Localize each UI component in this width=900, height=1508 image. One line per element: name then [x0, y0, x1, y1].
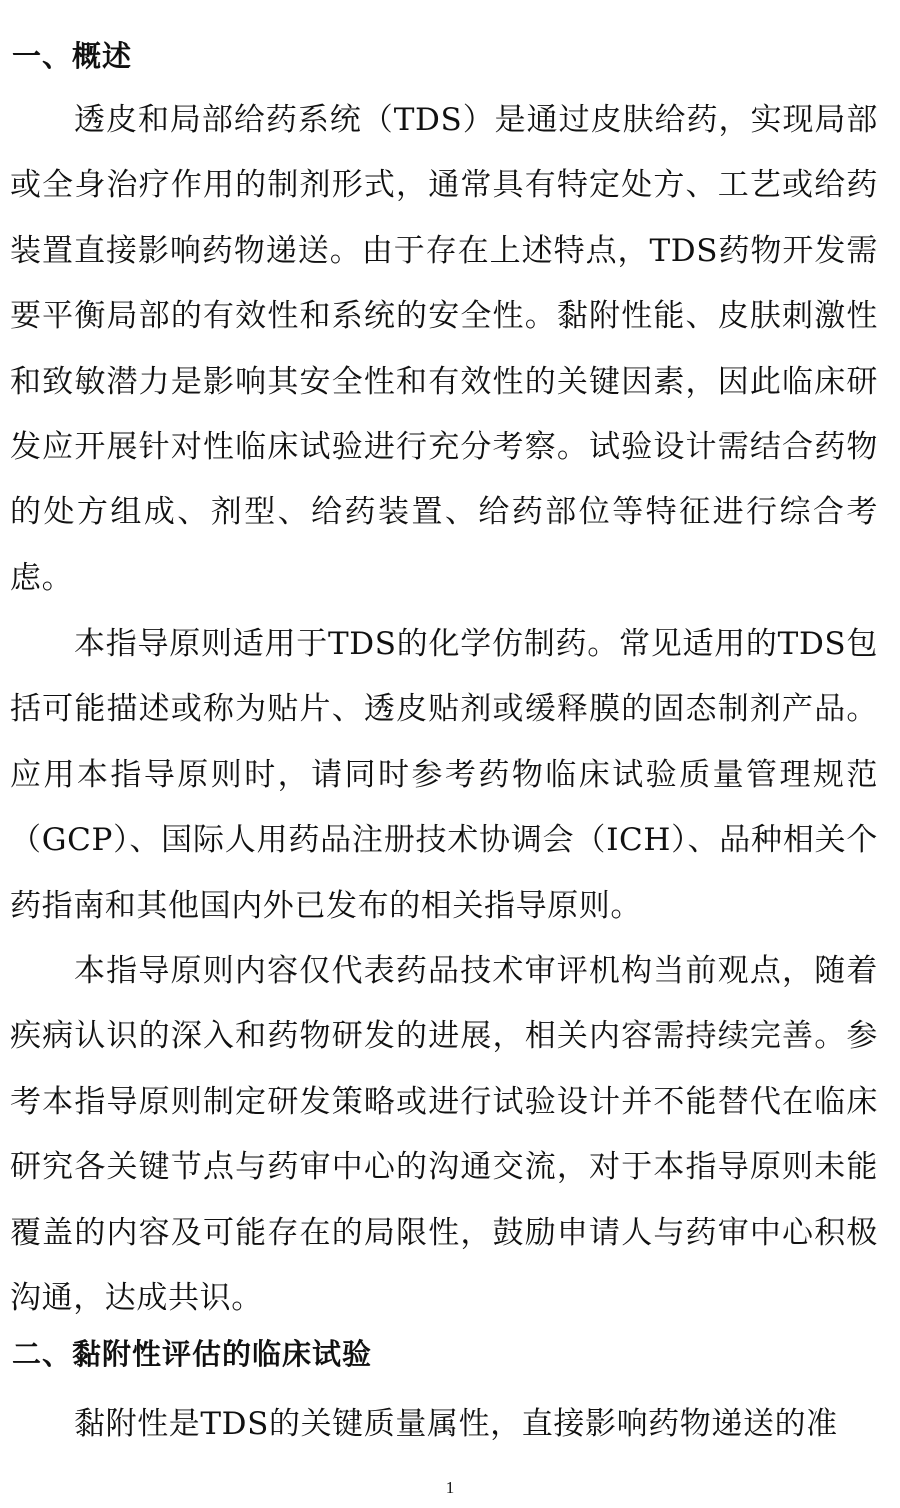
- paragraph-overview-scope: 本指导原则适用于TDS的化学仿制药。常见适用的TDS包括可能描述或称为贴片、透皮贴剂或缓释膜的固态制剂产品。应用本指导原则时，请同时参考药物临床试验质量管理规范（GCP）、国际人用药品注册技术协调会（ICH）、品种相关个药指南和其他国内外已发布的相关指导原则。: [10, 626, 878, 924]
- page-number: 1: [445, 1478, 455, 1497]
- paragraph-overview-definition: 透皮和局部给药系统（TDS）是通过皮肤给药，实现局部或全身治疗作用的制剂形式，通常具有特定处方、工艺或给药装置直接影响药物递送。由于存在上述特点，TDS药物开发需要平衡局部的有效性和系统的安全性。黏附性能、皮肤刺激性和致敏潜力是影响其安全性和有效性的关键因素，因此临床研发应开展针对性临床试验进行充分考察。试验设计需结合药物的处方组成、剂型、给药装置、给药部位等特征进行综合考虑。: [10, 102, 878, 596]
- paragraph-adhesion-intro: 黏附性是TDS的关键质量属性，直接影响药物递送的准: [74, 1406, 838, 1442]
- paragraph-overview-disclaimer: 本指导原则内容仅代表药品技术审评机构当前观点，随着疾病认识的深入和药物研发的进展，相关内容需持续完善。参考本指导原则制定研发策略或进行试验设计并不能替代在临床研究各关键节点与药审中心的沟通交流，对于本指导原则未能覆盖的内容及可能存在的局限性，鼓励申请人与药审中心积极沟通，达成共识。: [10, 953, 878, 1317]
- section-heading-overview: 一、概述: [12, 39, 133, 73]
- section-heading-adhesion-trials: 二、黏附性评估的临床试验: [12, 1337, 373, 1371]
